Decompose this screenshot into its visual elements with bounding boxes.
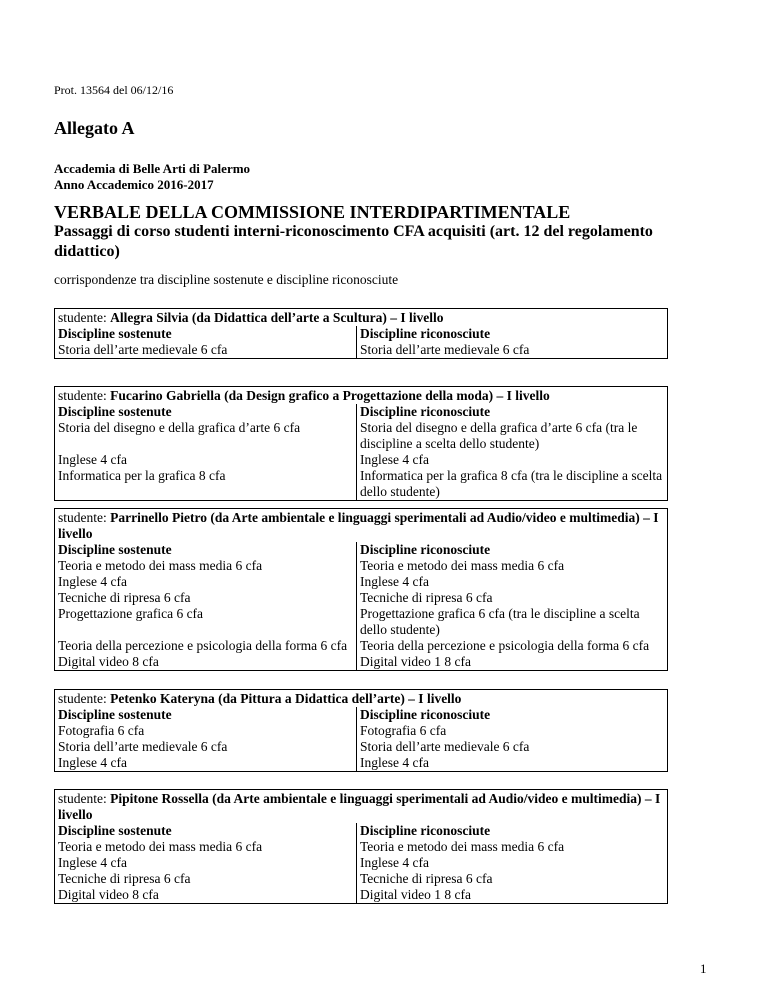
student-header <box>55 790 667 823</box>
col-header-riconosciute: Discipline riconosciute <box>360 326 491 341</box>
column-header-row <box>55 326 667 342</box>
discipline-row <box>55 420 667 452</box>
col-header-riconosciute: Discipline riconosciute <box>360 404 491 419</box>
discipline-riconosciuta: Digital video 1 8 cfa <box>360 654 471 669</box>
discipline-row <box>55 452 667 468</box>
discipline-riconosciuta: Inglese 4 cfa <box>360 855 429 870</box>
discipline-sostenuta: Tecniche di ripresa 6 cfa <box>55 590 357 606</box>
page-number: 1 <box>700 961 707 976</box>
institution-name: Accademia di Belle Arti di Palermo <box>54 161 251 176</box>
discipline-sostenuta: Inglese 4 cfa <box>55 574 357 590</box>
intro-text: corrispondenze tra discipline sostenute e discipline riconosciute <box>54 272 399 287</box>
verbale-title: VERBALE DELLA COMMISSIONE INTERDIPARTIMENTALE <box>54 202 571 222</box>
discipline-row <box>55 638 667 654</box>
column-header-row <box>55 707 667 723</box>
student-header <box>55 309 667 326</box>
col-header-riconosciute: Discipline riconosciute <box>360 823 491 838</box>
discipline-row <box>55 342 667 358</box>
institution-block <box>54 161 250 193</box>
discipline-row <box>55 755 667 771</box>
discipline-sostenuta: Teoria e metodo dei mass media 6 cfa <box>55 558 357 574</box>
student-header <box>55 387 667 404</box>
discipline-riconosciuta: Teoria e metodo dei mass media 6 cfa <box>360 839 565 854</box>
academic-year: Anno Accademico 2016-2017 <box>54 177 214 192</box>
discipline-riconosciuta: Teoria e metodo dei mass media 6 cfa <box>360 558 565 573</box>
discipline-riconosciuta: Informatica per la grafica 8 cfa (tra le discipline a scelta dello studente) <box>360 468 663 499</box>
discipline-riconosciuta: Tecniche di ripresa 6 cfa <box>360 590 493 605</box>
student-prefix: studente: <box>58 388 107 403</box>
discipline-sostenuta: Inglese 4 cfa <box>55 855 357 871</box>
discipline-riconosciuta: Tecniche di ripresa 6 cfa <box>360 871 493 886</box>
discipline-sostenuta: Digital video 8 cfa <box>55 654 357 670</box>
discipline-sostenuta: Teoria e metodo dei mass media 6 cfa <box>55 839 357 855</box>
discipline-riconosciuta: Digital video 1 8 cfa <box>360 887 471 902</box>
student-name: Allegra Silvia (da Didattica dell’arte a Scultura) – I livello <box>110 310 444 325</box>
discipline-riconosciuta: Inglese 4 cfa <box>360 755 429 770</box>
discipline-row <box>55 558 667 574</box>
discipline-sostenuta: Progettazione grafica 6 cfa <box>55 606 357 638</box>
student-block <box>54 689 668 772</box>
discipline-row <box>55 739 667 755</box>
discipline-row <box>55 887 667 903</box>
discipline-riconosciuta: Teoria della percezione e psicologia della forma 6 cfa <box>360 638 650 653</box>
student-name: Parrinello Pietro (da Arte ambientale e linguaggi sperimentali ad Audio/video e multimedia) – I livello <box>58 510 659 541</box>
col-header-riconosciute: Discipline riconosciute <box>360 542 491 557</box>
allegato-heading: Allegato A <box>54 118 135 138</box>
discipline-riconosciuta: Inglese 4 cfa <box>360 574 429 589</box>
discipline-riconosciuta: Inglese 4 cfa <box>360 452 429 467</box>
discipline-riconosciuta: Storia dell’arte medievale 6 cfa <box>360 739 530 754</box>
discipline-riconosciuta: Storia dell’arte medievale 6 cfa <box>360 342 530 357</box>
discipline-sostenuta: Fotografia 6 cfa <box>55 723 357 739</box>
discipline-sostenuta: Storia dell’arte medievale 6 cfa <box>55 739 357 755</box>
discipline-riconosciuta: Fotografia 6 cfa <box>360 723 447 738</box>
student-prefix: studente: <box>58 510 107 525</box>
discipline-sostenuta: Informatica per la grafica 8 cfa <box>55 468 357 500</box>
student-prefix: studente: <box>58 791 107 806</box>
discipline-row <box>55 606 667 638</box>
discipline-row <box>55 574 667 590</box>
student-name: Petenko Kateryna (da Pittura a Didattica dell’arte) – I livello <box>110 691 462 706</box>
protocol-line: Prot. 13564 del 06/12/16 <box>54 83 174 97</box>
col-header-sostenute: Discipline sostenute <box>55 707 357 723</box>
discipline-sostenuta: Storia del disegno e della grafica d’arte 6 cfa <box>55 420 357 452</box>
discipline-row <box>55 590 667 606</box>
col-header-sostenute: Discipline sostenute <box>55 823 357 839</box>
discipline-row <box>55 654 667 670</box>
discipline-row <box>55 839 667 855</box>
discipline-sostenuta: Inglese 4 cfa <box>55 452 357 468</box>
col-header-sostenute: Discipline sostenute <box>55 542 357 558</box>
student-prefix: studente: <box>58 310 107 325</box>
col-header-riconosciute: Discipline riconosciute <box>360 707 491 722</box>
discipline-sostenuta: Tecniche di ripresa 6 cfa <box>55 871 357 887</box>
student-prefix: studente: <box>58 691 107 706</box>
discipline-sostenuta: Storia dell’arte medievale 6 cfa <box>55 342 357 358</box>
discipline-sostenuta: Inglese 4 cfa <box>55 755 357 771</box>
discipline-row <box>55 855 667 871</box>
col-header-sostenute: Discipline sostenute <box>55 326 357 342</box>
student-header <box>55 509 667 542</box>
discipline-sostenuta: Teoria della percezione e psicologia della forma 6 cfa <box>55 638 357 654</box>
student-header <box>55 690 667 707</box>
verbale-subtitle: Passaggi di corso studenti interni-riconoscimento CFA acquisiti (art. 12 del regolamento didattico) <box>54 223 653 260</box>
column-header-row <box>55 542 667 558</box>
col-header-sostenute: Discipline sostenute <box>55 404 357 420</box>
discipline-row <box>55 468 667 500</box>
discipline-row <box>55 871 667 887</box>
student-block <box>54 386 668 501</box>
student-block <box>54 508 668 671</box>
discipline-sostenuta: Digital video 8 cfa <box>55 887 357 903</box>
student-block <box>54 789 668 904</box>
discipline-riconosciuta: Storia del disegno e della grafica d’arte 6 cfa (tra le discipline a scelta dello studente) <box>360 420 638 451</box>
student-block <box>54 308 668 359</box>
discipline-riconosciuta: Progettazione grafica 6 cfa (tra le discipline a scelta dello studente) <box>360 606 640 637</box>
column-header-row <box>55 823 667 839</box>
discipline-row <box>55 723 667 739</box>
student-name: Pipitone Rossella (da Arte ambientale e linguaggi sperimentali ad Audio/video e multimedia) – I livello <box>58 791 661 822</box>
column-header-row <box>55 404 667 420</box>
student-name: Fucarino Gabriella (da Design grafico a Progettazione della moda) – I livello <box>110 388 550 403</box>
